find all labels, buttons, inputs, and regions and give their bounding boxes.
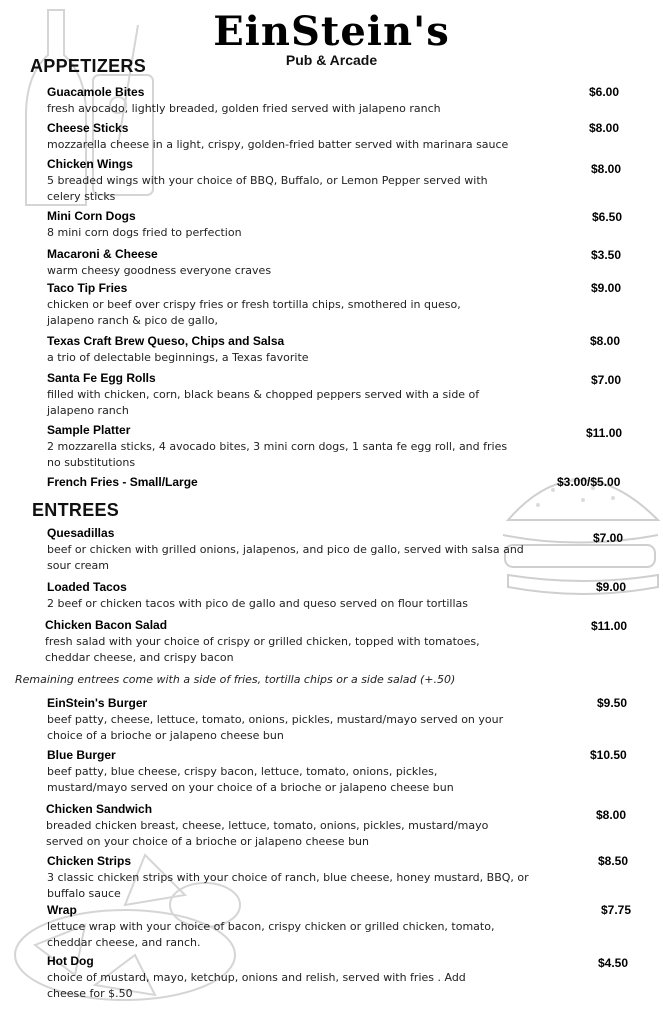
item-description: fresh avocado, lightly breaded, golden fried served with jalapeno ranch (47, 102, 441, 115)
item-price: $8.00 (591, 162, 622, 176)
entrees-side-note: Remaining entrees come with a side of fries, tortilla chips or a side salad (+.50) (15, 673, 456, 686)
item-name: French Fries - Small/Large (47, 475, 198, 489)
item-price: $3.50 (591, 248, 622, 262)
item-price: $9.00 (591, 281, 622, 295)
item-price: $8.00 (596, 808, 627, 822)
menu-item (47, 209, 657, 241)
menu-item (47, 247, 657, 279)
item-price: $7.00 (593, 531, 624, 545)
item-description: filled with chicken, corn, black beans & chopped peppers served with a side of jalapeno ranch (47, 388, 480, 417)
menu-item (47, 157, 657, 205)
menu-item (47, 526, 657, 574)
item-description: choice of mustard, mayo, ketchup, onions and relish, served with fries . Add cheese for $.50 (47, 971, 466, 1000)
item-description: lettuce wrap with your choice of bacon, crispy chicken or grilled chicken, tomato, cheddar cheese, and ranch. (47, 920, 495, 949)
section-heading-appetizers: APPETIZERS (30, 56, 147, 76)
item-description: 8 mini corn dogs fried to perfection (47, 226, 242, 239)
menu-item (47, 748, 657, 796)
item-name: Chicken Bacon Salad (45, 618, 168, 632)
item-name: Quesadillas (47, 526, 115, 540)
item-description: beef patty, blue cheese, crispy bacon, lettuce, tomato, onions, pickles, mustard/mayo served on your choice of a brioche or jalapeno cheese bun (47, 765, 454, 794)
item-price: $11.00 (591, 619, 628, 633)
item-description: chicken or beef over crispy fries or fresh tortilla chips, smothered in queso, jalapeno ranch & pico de gallo, (47, 298, 461, 327)
menu-item (47, 334, 657, 366)
item-description: warm cheesy goodness everyone craves (47, 264, 272, 277)
item-name: Wrap (47, 903, 77, 917)
menu-item (47, 371, 657, 419)
item-price: $9.00 (596, 580, 627, 594)
item-name: Santa Fe Egg Rolls (47, 371, 156, 385)
menu-item (45, 618, 655, 666)
menu-item (47, 854, 657, 902)
item-price: $7.75 (601, 903, 632, 917)
item-description: breaded chicken breast, cheese, lettuce, tomato, onions, pickles, mustard/mayo served on your choice of a brioche or jalapeno cheese bun (46, 819, 489, 848)
item-name: Macaroni & Cheese (47, 247, 158, 261)
menu-item (47, 903, 657, 951)
item-price: $3.00/$5.00 (557, 475, 621, 489)
item-name: Chicken Wings (47, 157, 133, 171)
item-name: Texas Craft Brew Queso, Chips and Salsa (47, 334, 285, 348)
item-description: 2 beef or chicken tacos with pico de gallo and queso served on flour tortillas (47, 597, 468, 610)
item-price: $6.00 (589, 85, 620, 99)
item-name: EinStein's Burger (47, 696, 148, 710)
item-price: $9.50 (597, 696, 628, 710)
item-name: Hot Dog (47, 954, 94, 968)
menu-item (46, 802, 656, 850)
menu-item (47, 696, 657, 744)
item-price: $11.00 (586, 426, 623, 440)
item-name: Cheese Sticks (47, 121, 129, 135)
item-price: $8.50 (598, 854, 629, 868)
item-name: Chicken Sandwich (46, 802, 153, 816)
item-description: 5 breaded wings with your choice of BBQ, Buffalo, or Lemon Pepper served with celery sticks (47, 174, 488, 203)
item-description: a trio of delectable beginnings, a Texas favorite (47, 351, 309, 364)
item-price: $10.50 (590, 748, 627, 762)
menu-item (47, 423, 657, 471)
item-description: beef patty, cheese, lettuce, tomato, onions, pickles, mustard/mayo served on your choice of a brioche or jalapeno cheese bun (47, 713, 504, 742)
brand-title: EinStein's (213, 8, 450, 55)
item-name: Loaded Tacos (47, 580, 127, 594)
menu-item (47, 954, 657, 1002)
item-description: beef or chicken with grilled onions, jalapenos, and pico de gallo, served with salsa and sour cream (47, 543, 524, 572)
item-description: 3 classic chicken strips with your choice of ranch, blue cheese, honey mustard, BBQ, or buffalo sauce (47, 871, 529, 900)
item-price: $8.00 (590, 334, 621, 348)
item-price: $4.50 (598, 956, 629, 970)
item-price: $6.50 (592, 210, 623, 224)
item-price: $7.00 (591, 373, 622, 387)
item-price: $8.00 (589, 121, 620, 135)
item-name: Chicken Strips (47, 854, 132, 868)
menu-item (47, 281, 657, 329)
item-description: fresh salad with your choice of crispy or grilled chicken, topped with tomatoes, cheddar cheese, and crispy bacon (45, 635, 480, 664)
item-name: Guacamole Bites (47, 85, 145, 99)
item-name: Mini Corn Dogs (47, 209, 136, 223)
item-description: mozzarella cheese in a light, crispy, golden-fried batter served with marinara sauce (47, 138, 509, 151)
section-heading-entrees: ENTREES (32, 500, 120, 520)
menu-item (47, 121, 657, 153)
item-description: 2 mozzarella sticks, 4 avocado bites, 3 mini corn dogs, 1 santa fe egg roll, and fries no substitutions (47, 440, 508, 469)
item-name: Sample Platter (47, 423, 131, 437)
item-name: Taco Tip Fries (47, 281, 128, 295)
menu-item (47, 580, 657, 612)
brand-subtitle: Pub & Arcade (285, 52, 378, 68)
menu-item (47, 85, 657, 117)
item-name: Blue Burger (47, 748, 116, 762)
